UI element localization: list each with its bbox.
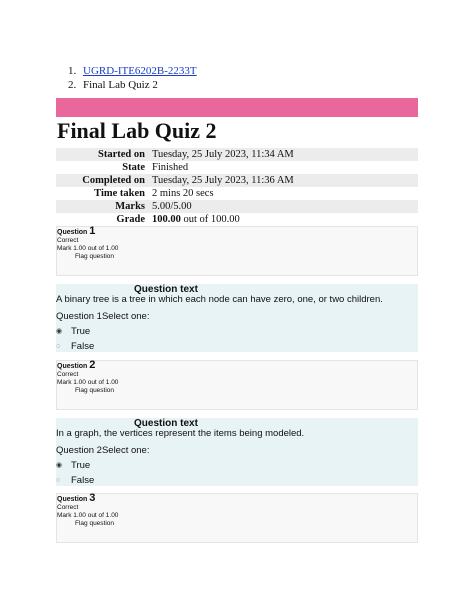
radio-unselected-icon[interactable]: ◌: [56, 477, 61, 484]
summary-value: [152, 213, 418, 226]
breadcrumb-course-link[interactable]: UGRD-ITE6202B-2233T: [83, 65, 197, 77]
select-prompt: Question 1Select one:: [56, 311, 150, 322]
question-mark: Mark 1.00 out of 1.00: [57, 245, 119, 252]
question-info-2: [56, 360, 418, 410]
question-text-heading: Question text: [134, 418, 198, 429]
question-text: In a graph, the vertices represent the items being modeled.: [56, 428, 305, 439]
summary-key: Time taken: [94, 188, 145, 199]
breadcrumb-item: [68, 78, 197, 92]
option-false[interactable]: [56, 341, 94, 352]
option-label: True: [71, 460, 91, 471]
breadcrumb-item: [68, 64, 197, 78]
option-false[interactable]: [56, 475, 94, 486]
option-true[interactable]: [56, 326, 90, 337]
summary-key: Completed on: [56, 174, 152, 187]
question-mark: Mark 1.00 out of 1.00: [57, 379, 119, 386]
question-prefix: Question: [57, 363, 88, 370]
option-label: True: [71, 326, 91, 337]
select-prompt: Question 2Select one:: [56, 445, 150, 456]
question-number: [57, 494, 118, 504]
breadcrumb: [68, 64, 197, 92]
question-info-1: [56, 226, 418, 276]
radio-unselected-icon[interactable]: ◌: [56, 343, 61, 350]
radio-selected-icon[interactable]: ◉: [56, 328, 63, 335]
grade-value: 100.00: [152, 214, 181, 225]
summary-key: Started on: [56, 148, 152, 161]
summary-value: Tuesday, 25 July 2023, 11:34 AM: [152, 148, 418, 161]
flag-question-link[interactable]: Flag question: [75, 520, 115, 527]
page-title: Final Lab Quiz 2: [57, 118, 217, 143]
summary-row: [56, 148, 418, 161]
question-prefix: Question: [57, 229, 88, 236]
question-status: Correct: [57, 504, 79, 511]
attempt-summary-table: [56, 148, 418, 226]
flag-question-link[interactable]: Flag question: [75, 253, 115, 260]
summary-value: 5.00/5.00: [152, 200, 418, 213]
question-status: Correct: [57, 237, 79, 244]
option-label: False: [71, 475, 95, 486]
summary-key: State: [122, 162, 145, 173]
summary-key: Marks: [56, 200, 152, 213]
summary-row: [56, 200, 418, 213]
question-content-2: [56, 418, 418, 486]
question-text-heading: Question text: [134, 284, 198, 295]
summary-row: [56, 187, 418, 200]
summary-row: [56, 161, 418, 174]
summary-value: 2 mins 20 secs: [152, 188, 214, 199]
breadcrumb-quiz-label: Final Lab Quiz 2: [83, 79, 158, 91]
question-number-value: 3: [89, 492, 96, 504]
summary-key: Grade: [116, 214, 145, 225]
question-number: [57, 227, 118, 237]
option-label: False: [71, 341, 95, 352]
header-accent-bar: [56, 98, 418, 117]
question-info-3: [56, 493, 418, 543]
question-text: A binary tree is a tree in which each node can have zero, one, or two children.: [56, 294, 383, 305]
breadcrumb-number: 1.: [68, 65, 77, 77]
grade-out-of: out of 100.00: [180, 214, 240, 225]
question-prefix: Question: [57, 496, 88, 503]
question-content-1: [56, 284, 418, 352]
radio-selected-icon[interactable]: ◉: [56, 462, 63, 469]
option-true[interactable]: [56, 460, 90, 471]
question-number-value: 1: [89, 225, 96, 237]
question-number: [57, 361, 118, 371]
breadcrumb-number: 2.: [68, 79, 77, 91]
flag-question-link[interactable]: Flag question: [75, 387, 115, 394]
summary-value: Finished: [152, 162, 189, 173]
question-status: Correct: [57, 371, 79, 378]
summary-row: [56, 213, 418, 226]
summary-row: [56, 174, 418, 187]
summary-value: Tuesday, 25 July 2023, 11:36 AM: [152, 174, 418, 187]
question-number-value: 2: [89, 359, 96, 371]
question-mark: Mark 1.00 out of 1.00: [57, 512, 119, 519]
